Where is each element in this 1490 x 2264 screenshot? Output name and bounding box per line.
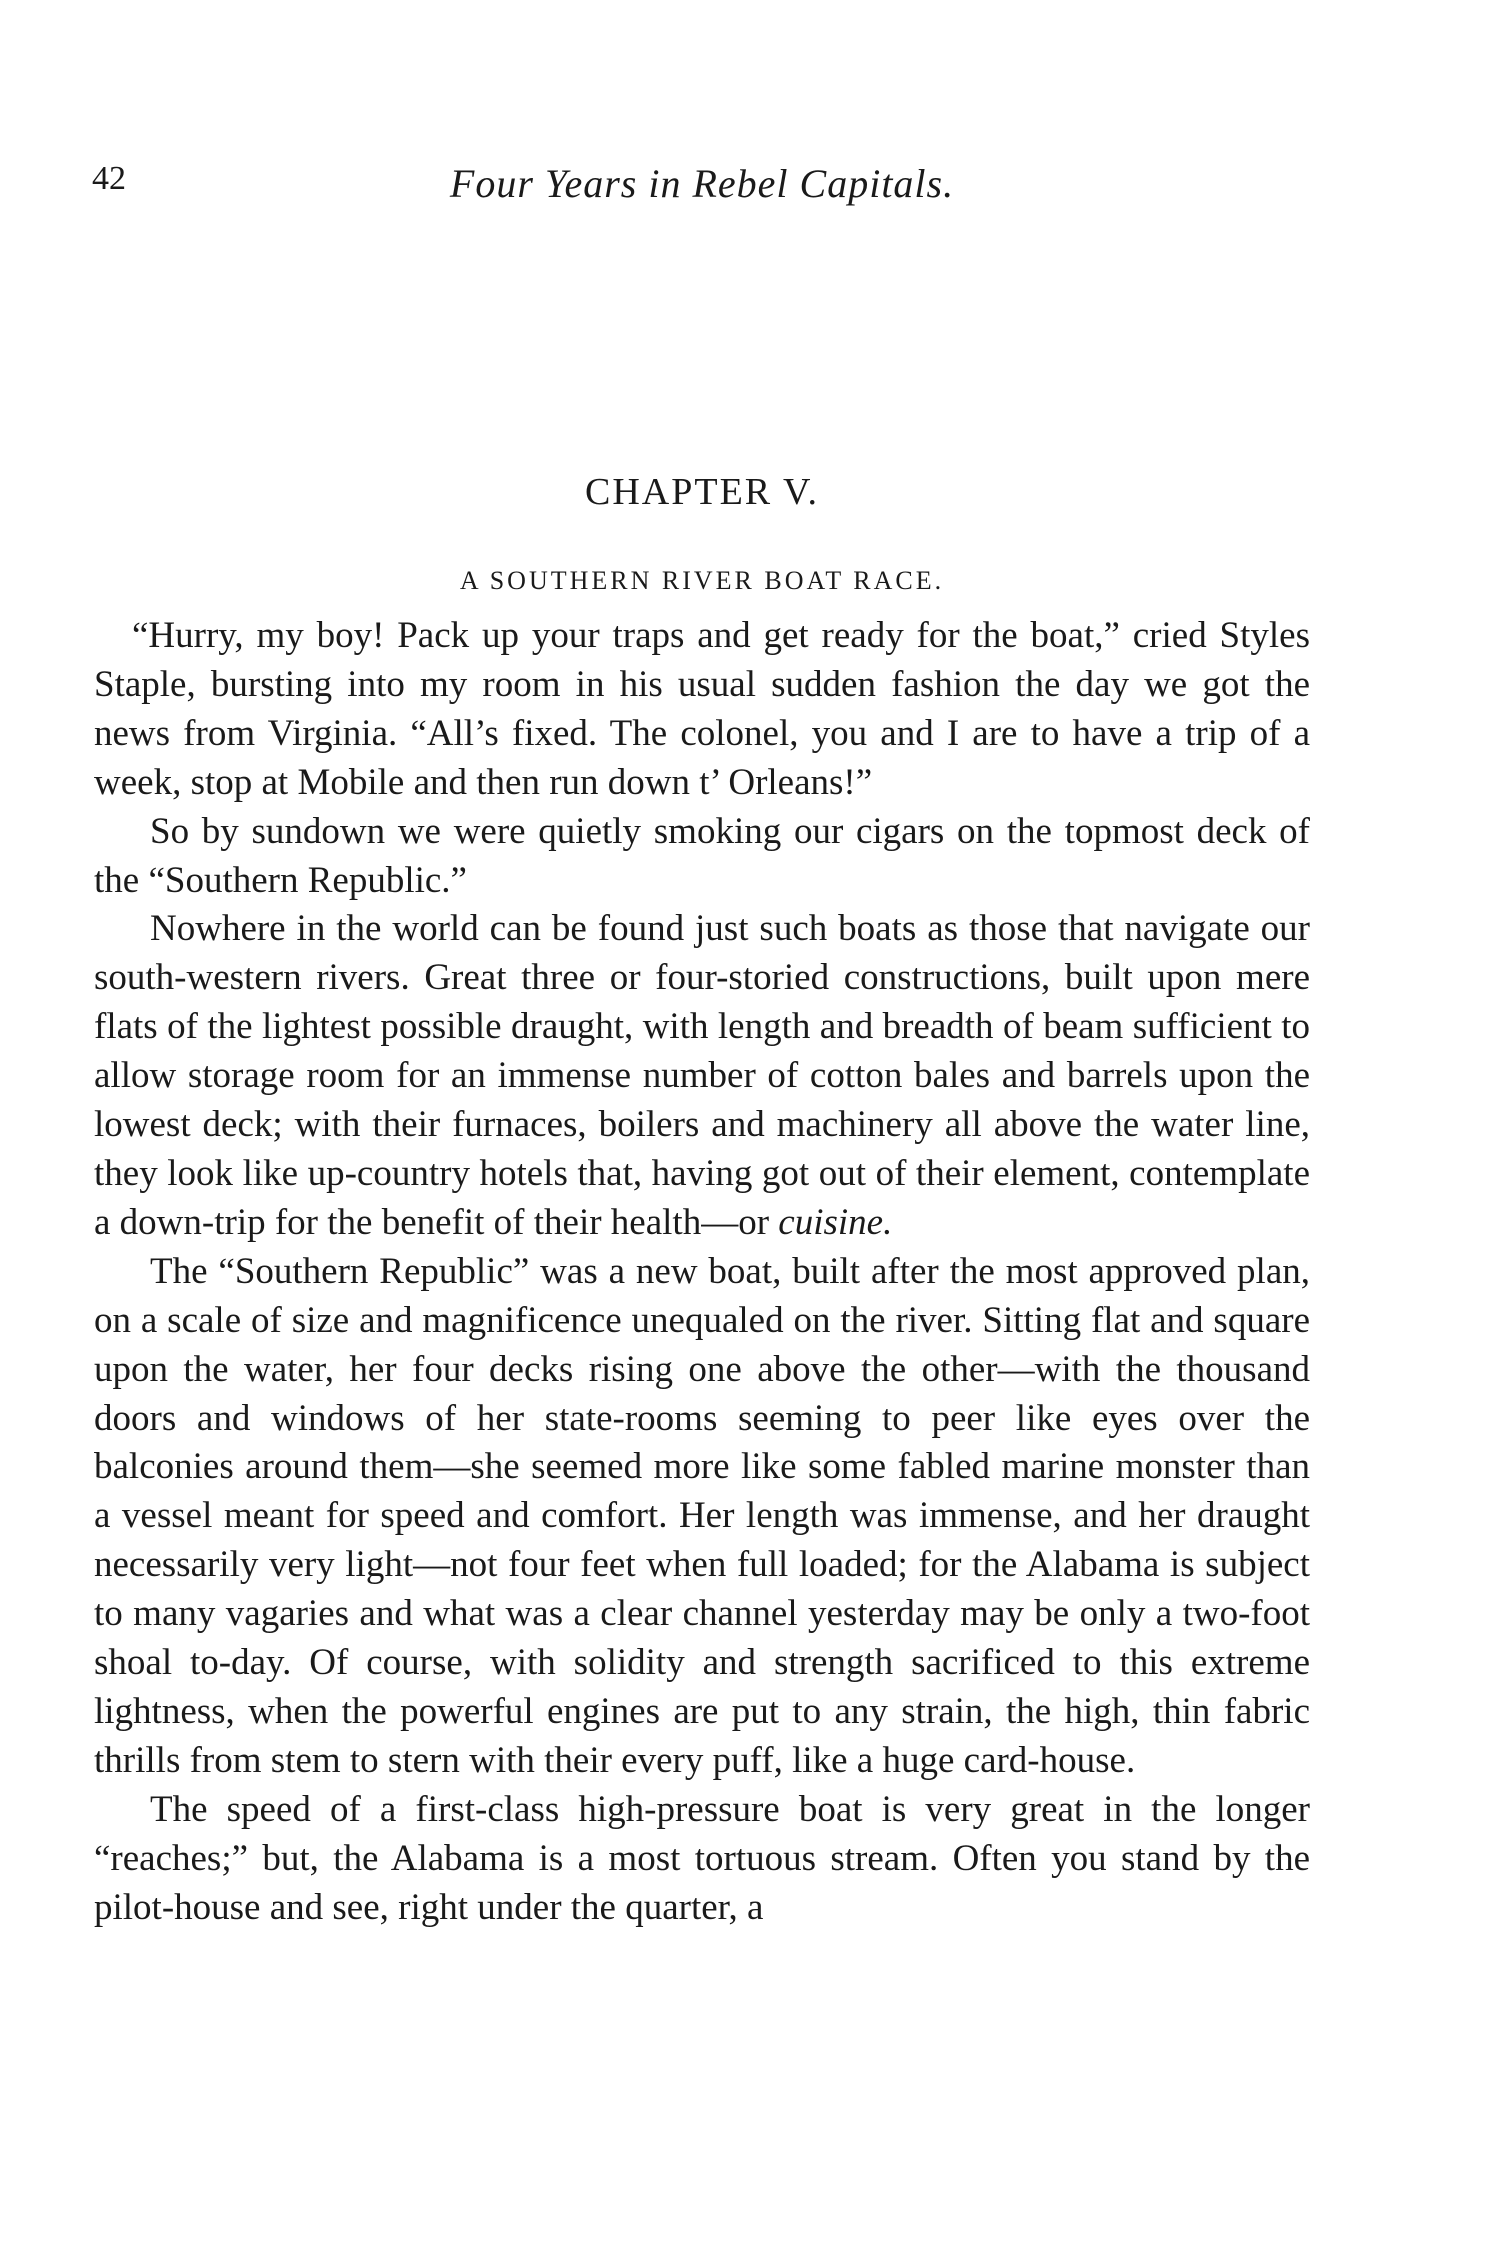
page-number: 42 [92, 160, 126, 197]
paragraph-5 [94, 1786, 1310, 1933]
chapter-title: CHAPTER V. [585, 471, 819, 513]
running-head [92, 160, 1312, 210]
paragraph-3-text: Nowhere in the world can be found just such boats as those that navigate our south-western rivers. Great three or four-storied constructions, built upon mere flats of the lightest possible draught, with length and breadth of beam sufficient to allow storage room for an immense number of cotton bales and barrels upon the lowest deck; with their furnaces, boilers and machinery all above the water line, they look like up-country hotels that, having got out of their element, contemplate a down-trip for the benefit of their health—or [94, 908, 1310, 1243]
paragraph-3-italic-word: cuisine. [778, 1201, 893, 1243]
paragraph-3 [94, 905, 1310, 1247]
paragraph-4 [94, 1248, 1310, 1786]
paragraph-2 [94, 808, 1310, 906]
paragraph-4-text: The “Southern Republic” was a new boat, built after the most approved plan, on a scale of size and magnificence unequaled on the river. Sitting flat and square upon the water, her four decks rising one above the other—with the thousand doors and windows of her state-rooms seeming to peer like eyes over the balconies around them—she seemed more like some fabled marine monster than a vessel meant for speed and comfort. Her length was immense, and her draught necessarily very light—not four feet when full loaded; for the Alabama is subject to many vagaries and what was a clear channel yesterday may be only a two-foot shoal to-day. Of course, with solidity and strength sacrificed to this extreme lightness, when the powerful engines are put to any strain, the high, thin fabric thrills from stem to stern with their every puff, like a huge card-house. [94, 1250, 1310, 1781]
body-text [94, 612, 1310, 1932]
chapter-subtitle: A SOUTHERN RIVER BOAT RACE. [459, 566, 945, 595]
paragraph-5-text: The speed of a first-class high-pressure boat is very great in the longer “reaches;” but, the Alabama is a most tortuous stream. Often you stand by the pilot-house and see, right under the quarter, a [94, 1788, 1310, 1928]
paragraph-1 [94, 612, 1310, 808]
running-title: Four Years in Rebel Capitals. [449, 161, 955, 206]
paragraph-2-text: So by sundown we were quietly smoking our cigars on the topmost deck of the “Southern Republic.” [94, 810, 1310, 901]
paragraph-1-text: “Hurry, my boy! Pack up your traps and get ready for the boat,” cried Styles Staple, bursting into my room in his usual sudden fashion the day we got the news from Virginia. “All’s fixed. The colonel, you and I are to have a trip of a week, stop at Mobile and then run down t’ Orleans!” [94, 615, 1310, 803]
